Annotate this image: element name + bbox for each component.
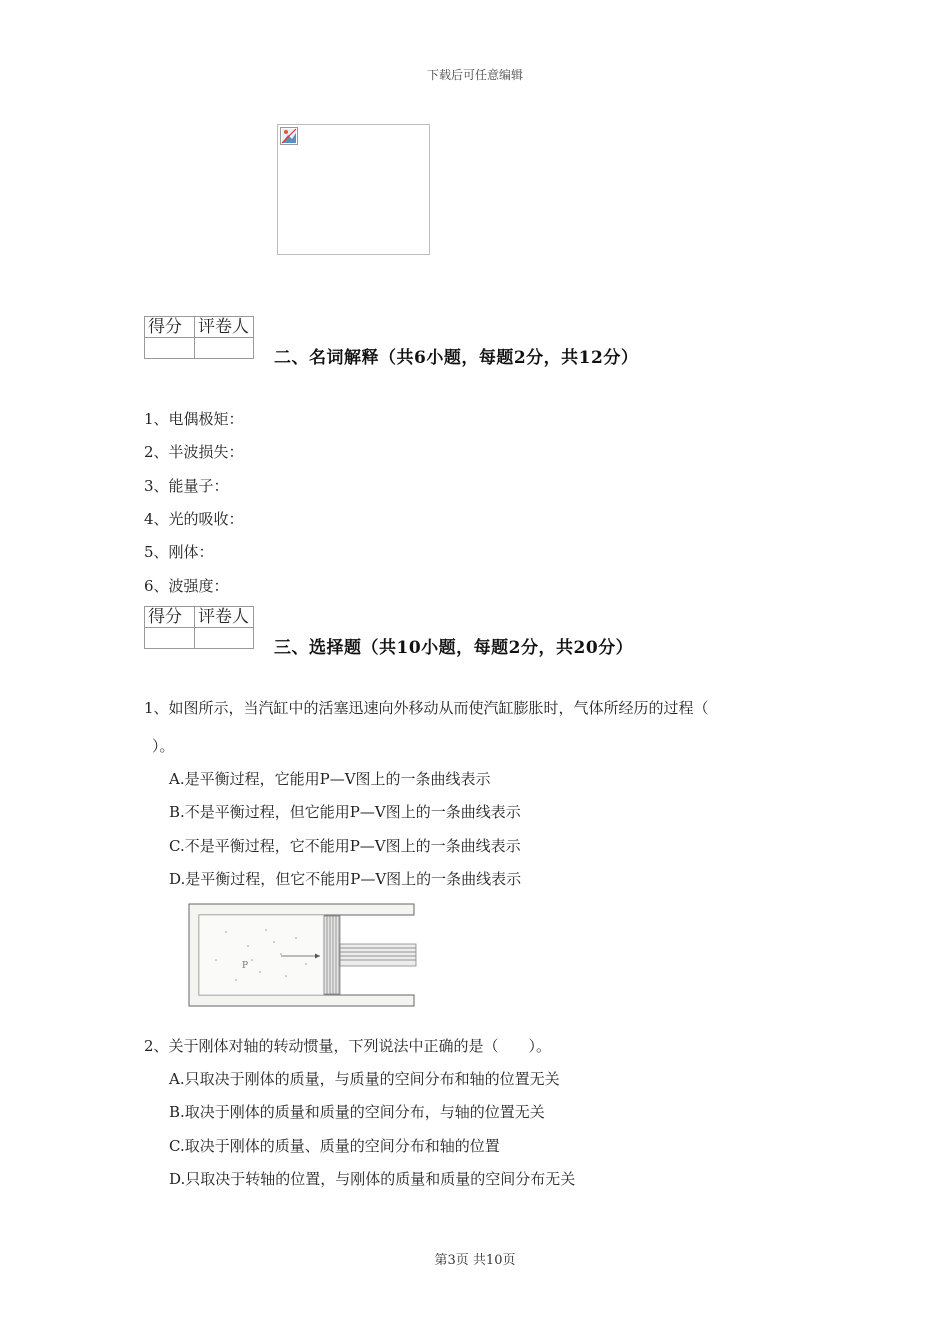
grader-cell xyxy=(195,338,254,359)
option-d: D.是平衡过程，但它不能用P—V图上的一条曲线表示 xyxy=(169,870,522,888)
grader-label: 评卷人 xyxy=(195,317,254,338)
section-title: 二、名词解释（共6小题，每题2分，共12分） xyxy=(274,348,639,368)
term-item: 3、能量子： xyxy=(144,477,229,495)
pressure-label: P xyxy=(242,961,249,971)
score-cell xyxy=(145,628,195,649)
option-a: A.是平衡过程，它能用P—V图上的一条曲线表示 xyxy=(169,770,491,788)
term-item: 6、波强度： xyxy=(144,577,229,595)
term-item: 1、电偶极矩： xyxy=(144,410,244,428)
grader-label: 评卷人 xyxy=(195,607,254,628)
broken-image-placeholder xyxy=(277,124,430,255)
header-note: 下载后可任意编辑 xyxy=(426,68,523,82)
option-c: C.不是平衡过程，它不能用P—V图上的一条曲线表示 xyxy=(169,837,521,855)
option-d: D.只取决于转轴的位置，与刚体的质量和质量的空间分布无关 xyxy=(169,1170,576,1188)
term-item: 4、光的吸收： xyxy=(144,510,244,528)
score-label: 得分 xyxy=(145,317,195,338)
section-title: 三、选择题（共10小题，每题2分，共20分） xyxy=(274,638,634,658)
question-stem-cont: ）。 xyxy=(152,737,175,755)
option-c: C.取决于刚体的质量、质量的空间分布和轴的位置 xyxy=(169,1137,500,1155)
question-stem: 2、关于刚体对轴的转动惯量，下列说法中正确的是（ ）。 xyxy=(144,1037,552,1055)
broken-image-icon xyxy=(280,127,298,145)
cylinder-piston-figure xyxy=(186,902,418,1008)
score-table xyxy=(144,316,254,359)
grader-cell xyxy=(195,628,254,649)
score-label: 得分 xyxy=(145,607,195,628)
option-a: A.只取决于刚体的质量，与质量的空间分布和轴的位置无关 xyxy=(169,1070,560,1088)
option-b: B.取决于刚体的质量和质量的空间分布，与轴的位置无关 xyxy=(169,1103,545,1121)
score-table xyxy=(144,606,254,649)
term-item: 2、半波损失： xyxy=(144,443,244,461)
page-number: 第3页 共10页 xyxy=(434,1253,516,1268)
term-item: 5、刚体： xyxy=(144,543,214,561)
option-b: B.不是平衡过程，但它能用P—V图上的一条曲线表示 xyxy=(169,803,521,821)
score-cell xyxy=(145,338,195,359)
question-stem: 1、如图所示，当汽缸中的活塞迅速向外移动从而使汽缸膨胀时，气体所经历的过程（ xyxy=(144,699,709,717)
